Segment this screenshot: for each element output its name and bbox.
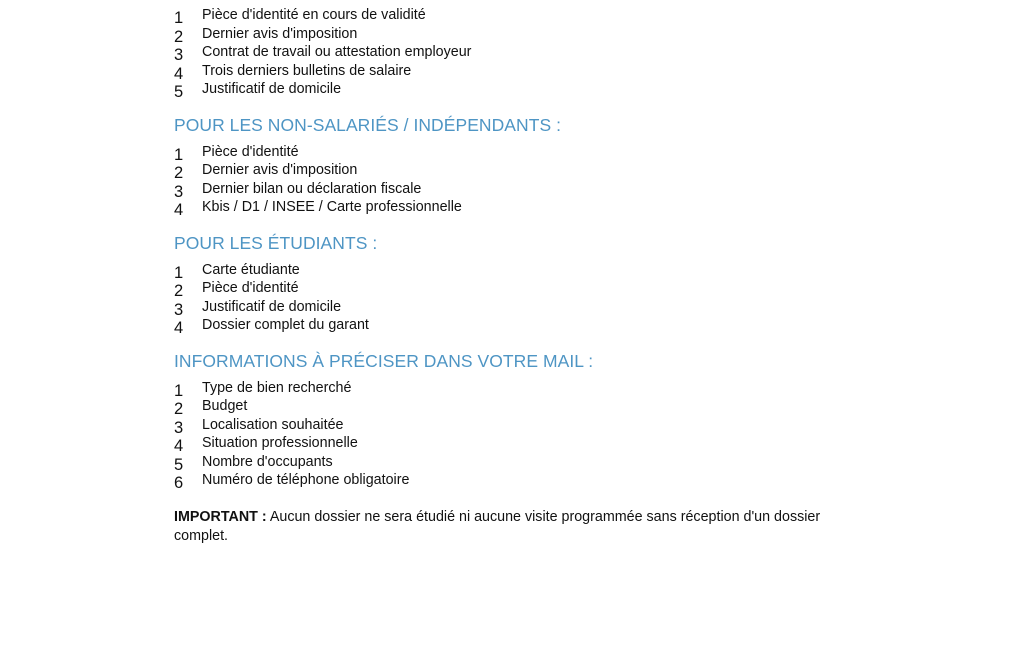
list-text: Kbis / D1 / INSEE / Carte professionnelle [202, 199, 462, 215]
list-item [174, 379, 854, 398]
list-number: 6 [174, 474, 184, 492]
document-body [174, 6, 854, 560]
list-item [174, 198, 854, 217]
list-number: 4 [174, 64, 184, 83]
list-item [174, 80, 854, 99]
mail-info-list [174, 379, 854, 490]
list-number: 3 [174, 418, 184, 437]
list-number: 3 [174, 46, 184, 64]
list-item [174, 143, 854, 162]
list-item [174, 416, 854, 435]
list-text: Type de bien recherché [202, 379, 352, 396]
list-item [174, 453, 854, 472]
list-number: 1 [174, 381, 184, 400]
important-text: Aucun dossier ne sera étudié ni aucune visite programmée sans réception d'un dossier complet. [174, 508, 821, 544]
list-text: Numéro de téléphone obligatoire [202, 472, 410, 488]
list-text: Localisation souhaitée [202, 416, 344, 433]
list-text: Contrat de travail ou attestation employeur [202, 44, 472, 60]
list-number: 4 [174, 201, 184, 219]
list-number: 5 [174, 83, 184, 101]
students-documents-list [174, 261, 854, 335]
list-text: Budget [202, 398, 248, 414]
salaried-documents-list [174, 6, 854, 99]
list-text: Trois derniers bulletins de salaire [202, 62, 412, 79]
list-text: Justificatif de domicile [202, 81, 342, 97]
list-item [174, 161, 854, 180]
list-number: 5 [174, 455, 184, 474]
list-item [174, 316, 854, 335]
list-number: 2 [174, 282, 184, 300]
section-heading-self-employed: POUR LES NON-SALARIÉS / INDÉPENDANTS : [174, 114, 561, 135]
list-text: Dernier avis d'imposition [202, 162, 358, 178]
list-item [174, 397, 854, 416]
list-text: Pièce d'identité [202, 280, 299, 296]
list-number: 4 [174, 437, 184, 455]
list-text: Justificatif de domicile [202, 298, 342, 315]
self-employed-documents-list [174, 143, 854, 217]
important-label: IMPORTANT : [174, 508, 267, 525]
list-item [174, 298, 854, 317]
list-item [174, 261, 854, 280]
list-number: 3 [174, 182, 184, 201]
list-text: Pièce d'identité en cours de validité [202, 7, 426, 23]
list-number: 2 [174, 164, 184, 182]
important-notice [174, 508, 834, 546]
list-number: 2 [174, 400, 184, 418]
list-number: 4 [174, 319, 184, 337]
list-number: 1 [174, 263, 184, 282]
list-text: Nombre d'occupants [202, 453, 333, 470]
list-item [174, 25, 854, 44]
section-heading-students: POUR LES ÉTUDIANTS : [174, 232, 378, 253]
section-heading-mail-info: INFORMATIONS À PRÉCISER DANS VOTRE MAIL : [174, 350, 594, 371]
list-text: Dernier avis d'imposition [202, 25, 358, 42]
list-item [174, 471, 854, 490]
list-text: Pièce d'identité [202, 143, 299, 160]
list-item [174, 6, 854, 25]
list-number: 3 [174, 300, 184, 319]
list-item [174, 180, 854, 199]
list-text: Situation professionnelle [202, 435, 358, 451]
list-text: Carte étudiante [202, 261, 300, 278]
list-item [174, 43, 854, 62]
list-text: Dernier bilan ou déclaration fiscale [202, 180, 422, 197]
list-item [174, 62, 854, 81]
list-text: Dossier complet du garant [202, 317, 369, 333]
list-item [174, 434, 854, 453]
list-item [174, 279, 854, 298]
list-number: 2 [174, 27, 184, 46]
list-number: 1 [174, 145, 184, 164]
list-number: 1 [174, 9, 184, 27]
